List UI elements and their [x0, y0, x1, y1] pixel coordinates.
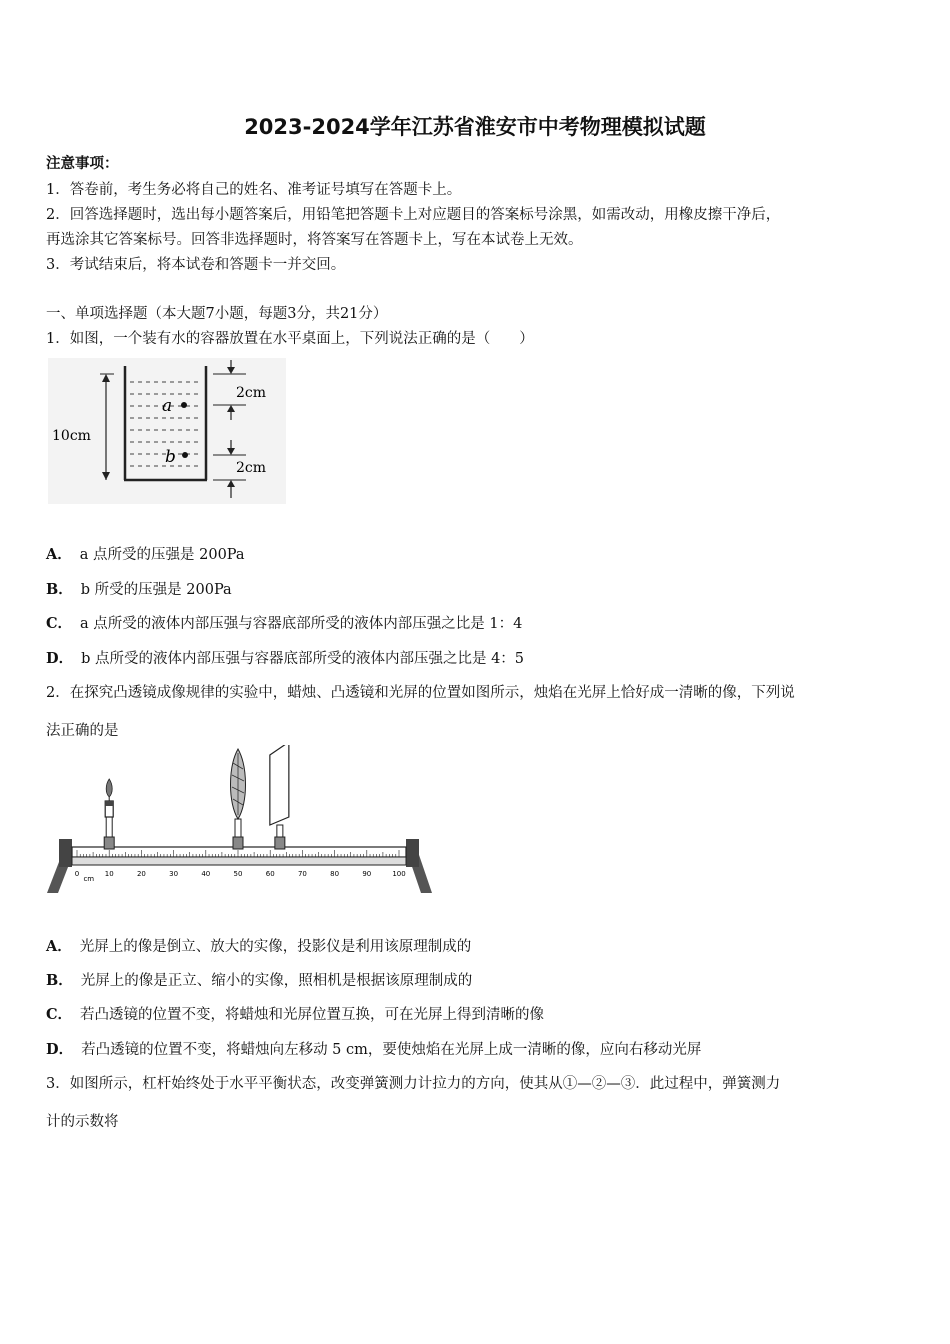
light-screen [270, 745, 289, 849]
scale-tick-label: 70 [297, 870, 307, 878]
q2-optical-bench-figure [44, 745, 436, 897]
candle [104, 779, 114, 849]
scale-tick-label: 80 [330, 870, 340, 878]
q2-option-d: D． 若凸透镜的位置不变，将蜡烛向左移动 5 cm，要使烛焰在光屏上成一清晰的像，应向右移动光屏 [46, 1041, 702, 1058]
q2-stem-1: 2．在探究凸透镜成像规律的实验中，蜡烛、凸透镜和光屏的位置如图所示，烛焰在光屏上恰好成一清晰的像，下列说 [46, 685, 795, 701]
unit-label: cm [83, 875, 95, 883]
q2-option-a: A． 光屏上的像是倒立、放大的实像，投影仪是利用该原理制成的 [46, 938, 472, 955]
scale-tick-label: 40 [201, 870, 211, 878]
q1-container-figure [48, 358, 286, 504]
convex-lens [231, 749, 246, 849]
label-b: b [165, 447, 176, 467]
scale-tick-label: 50 [233, 870, 243, 878]
q1-option-c: C． a 点所受的液体内部压强与容器底部所受的液体内部压强之比是 1：4 [46, 615, 523, 632]
q3-stem-2: 计的示数将 [46, 1114, 119, 1130]
notice-item-1: 1．答卷前，考生务必将自己的姓名、准考证号填写在答题卡上。 [46, 182, 462, 198]
notice-heading: 注意事项： [46, 155, 119, 172]
q2-stem-2: 法正确的是 [46, 723, 119, 739]
scale-tick-label: 90 [362, 870, 372, 878]
notice-item-2-cont: 再选涂其它答案标号。回答非选择题时，将答案写在答题卡上，写在本试卷上无效。 [46, 232, 583, 248]
scale-tick-label: 30 [169, 870, 179, 878]
label-10cm: 10cm [52, 428, 91, 444]
q1-option-a: A． a 点所受的压强是 200Pa [46, 546, 245, 563]
label-a: a [162, 396, 173, 416]
q3-stem-1: 3．如图所示，杠杆始终处于水平平衡状态，改变弹簧测力计拉力的方向，使其从①—②—③．此过程中，弹簧测力 [46, 1076, 781, 1092]
page-title: 2023-2024学年江苏省淮安市中考物理模拟试题 [244, 115, 706, 139]
notice-item-3: 3．考试结束后，将本试卷和答题卡一并交回。 [46, 257, 346, 273]
scale-tick-label: 60 [265, 870, 275, 878]
scale-tick-label: 10 [104, 870, 114, 878]
notice-item-2: 2．回答选择题时，选出每小题答案后，用铅笔把答题卡上对应题目的答案标号涂黑，如需改动，用橡皮擦干净后， [46, 207, 781, 223]
scale-tick-label: 20 [136, 870, 146, 878]
scale-tick-label: 0 [74, 870, 80, 878]
q2-option-b: B． 光屏上的像是正立、缩小的实像，照相机是根据该原理制成的 [46, 972, 473, 989]
section-heading: 一、单项选择题（本大题7小题，每题3分，共21分） [46, 306, 388, 322]
q2-option-c: C． 若凸透镜的位置不变，将蜡烛和光屏位置互换，可在光屏上得到清晰的像 [46, 1006, 545, 1023]
scale-tick-label: 100 [392, 870, 406, 878]
q1-option-d: D． b 点所受的液体内部压强与容器底部所受的液体内部压强之比是 4：5 [46, 650, 525, 667]
q1-option-b: B． b 所受的压强是 200Pa [46, 581, 232, 598]
label-2cm-b: 2cm [236, 460, 267, 476]
label-2cm-a: 2cm [236, 385, 267, 401]
q1-stem: 1．如图，一个装有水的容器放置在水平桌面上，下列说法正确的是（ ） [46, 331, 534, 347]
